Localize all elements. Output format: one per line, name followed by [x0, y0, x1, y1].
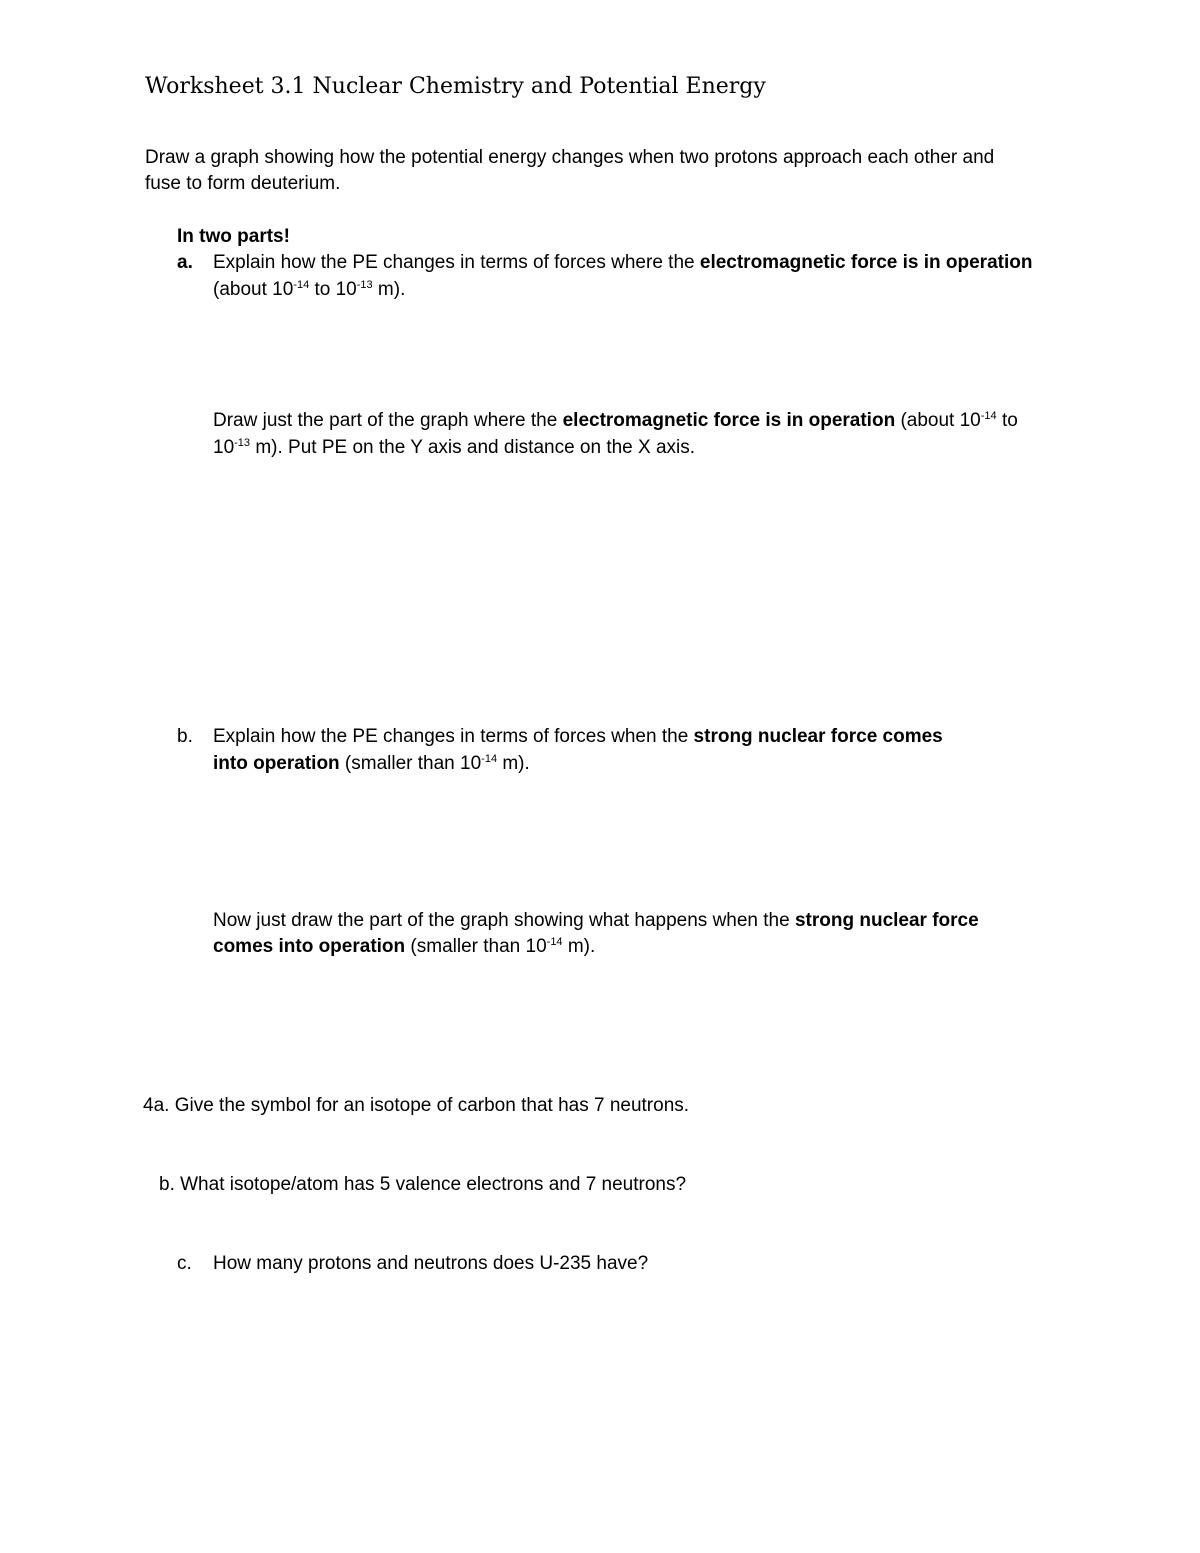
part-b-draw-range-pre: (smaller than 10: [405, 936, 547, 957]
part-a-draw-mid: (about 10: [895, 410, 981, 431]
part-a-draw-line-2: [213, 438, 695, 457]
part-a-draw-exp2: -13: [234, 437, 251, 449]
part-a-draw-line-1: [213, 411, 1018, 430]
part-b-range-pre: (smaller than 10: [339, 753, 482, 774]
part-b-draw-line-1: [213, 911, 979, 930]
part-b-explain-bold2: into operation: [213, 753, 340, 774]
part-b-draw-bold2: comes into operation: [213, 936, 406, 957]
part-b-explain-bold1: strong nuclear force comes: [693, 726, 943, 747]
part-a-draw-to: to: [996, 410, 1018, 431]
intro-line-2: fuse to form deuterium.: [145, 173, 341, 194]
part-a-draw-pre: Draw just the part of the graph where the: [213, 410, 563, 431]
part-a-range-mid: to 10: [309, 279, 357, 300]
part-a-draw-exp1: -14: [980, 410, 997, 422]
part-b-range-exp: -14: [481, 753, 498, 765]
part-b-explain-text: Explain how the PE changes in terms of forces when the: [213, 726, 694, 747]
part-b-range-post: m).: [497, 753, 530, 774]
question-4a: 4a. Give the symbol for an isotope of carbon that has 7 neutrons.: [143, 1095, 690, 1116]
part-b-explain: [177, 727, 943, 746]
page-title: Worksheet 3.1 Nuclear Chemistry and Potential Energy: [145, 74, 766, 99]
part-b-range: [213, 754, 530, 773]
question-4b: b. What isotope/atom has 5 valence electrons and 7 neutrons?: [159, 1174, 687, 1195]
part-a-label: a.: [177, 252, 193, 273]
part-a-explain: [177, 253, 1032, 272]
part-a-draw-line2-post: m). Put PE on the Y axis and distance on the X axis.: [250, 437, 696, 458]
question-4c: [177, 1254, 648, 1273]
part-a-range-pre: (about 10: [213, 279, 294, 300]
part-b-draw-range-exp: -14: [546, 936, 563, 948]
question-4c-label: c.: [177, 1253, 192, 1274]
part-a-draw-line2-pre: 10: [213, 437, 235, 458]
parts-heading: In two parts!: [177, 226, 290, 247]
part-b-label: b.: [177, 726, 193, 747]
part-a-explain-bold: electromagnetic force is in operation: [699, 252, 1033, 273]
part-a-explain-text: Explain how the PE changes in terms of forces where the: [213, 252, 700, 273]
part-a-range: [213, 280, 405, 299]
intro-line-1: Draw a graph showing how the potential energy changes when two protons approach each other and: [145, 147, 995, 168]
part-a-range-post: m).: [372, 279, 406, 300]
part-b-draw-line-2: [213, 937, 595, 956]
part-a-range-exp1: -14: [293, 279, 310, 291]
part-b-draw-range-post: m).: [562, 936, 596, 957]
part-a-draw-bold: electromagnetic force is in operation: [562, 410, 896, 431]
part-b-draw-bold1: strong nuclear force: [794, 910, 979, 931]
part-b-draw-pre: Now just draw the part of the graph showing what happens when the: [213, 910, 795, 931]
part-a-range-exp2: -13: [356, 279, 373, 291]
question-4c-text: How many protons and neutrons does U-235 have?: [213, 1253, 649, 1274]
